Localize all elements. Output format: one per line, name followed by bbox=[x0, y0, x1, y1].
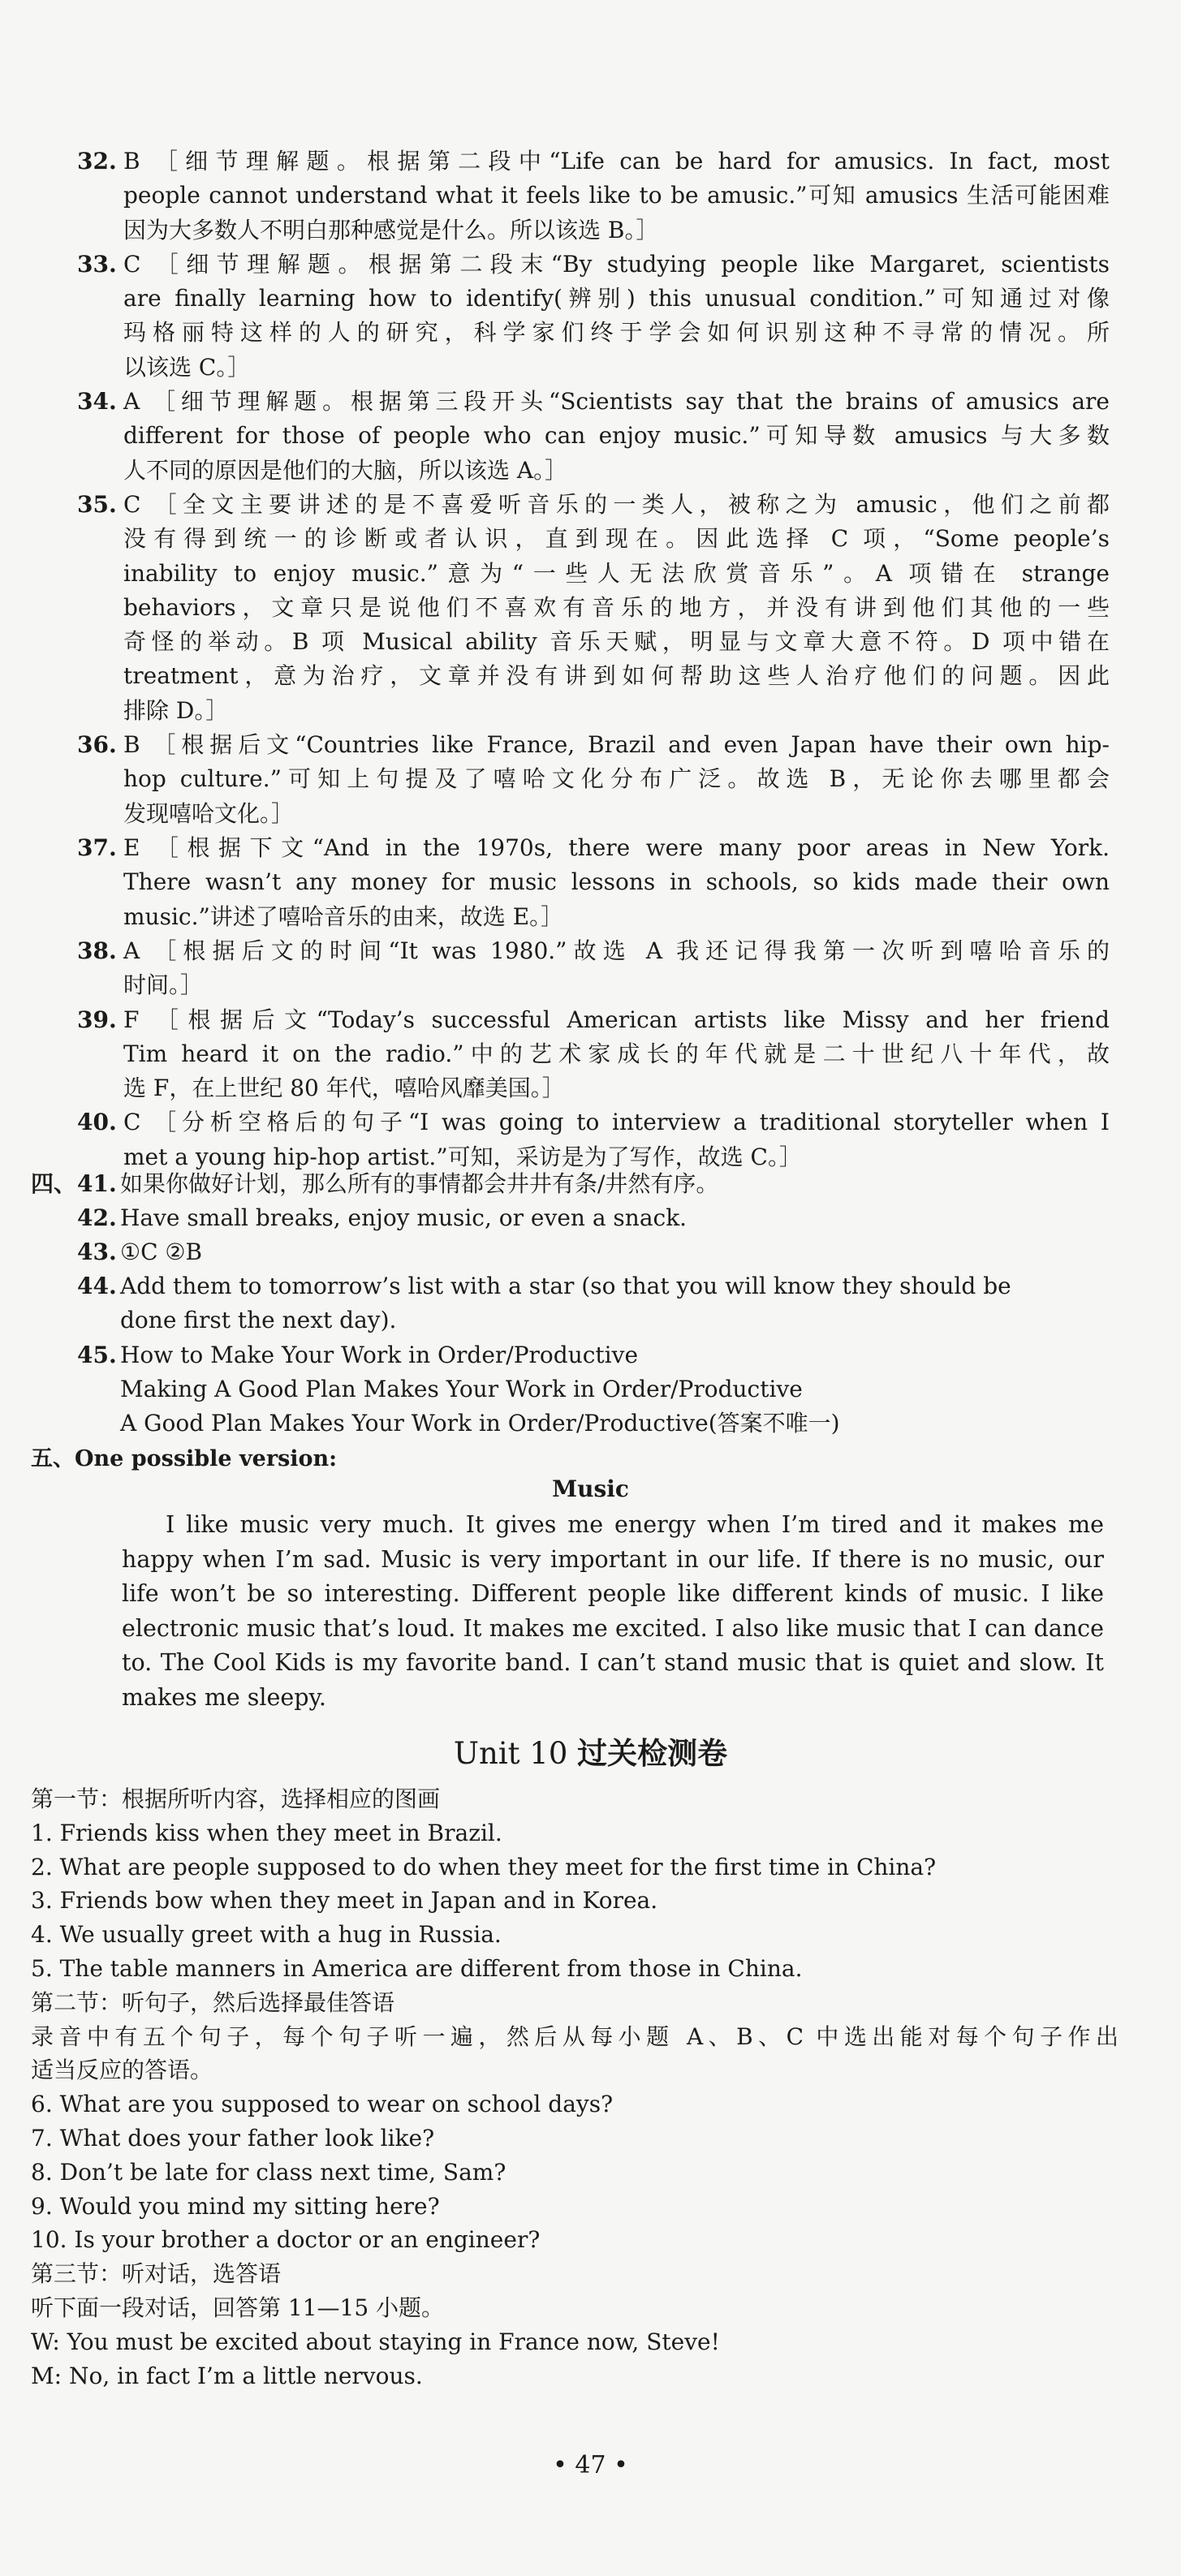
transcript-line: 1. Friends kiss when they meet in Brazil. bbox=[31, 1819, 502, 1846]
unit-title bbox=[0, 1729, 1181, 1773]
part4-label: 四、 bbox=[31, 1170, 77, 1197]
question-number: 33. bbox=[77, 250, 117, 278]
answer-text bbox=[123, 934, 1110, 1003]
answer-line: done first the next day). bbox=[120, 1307, 397, 1334]
answer-text bbox=[123, 831, 1110, 934]
answer-line: 玛格丽特这样的人的研究，科学家们终于学会如何识别这种不寻常的情况。所 bbox=[123, 319, 1110, 347]
transcript-line: 第一节：根据所听内容，选择相应的图画 bbox=[31, 1786, 441, 1812]
answer-line: 时间。］ bbox=[123, 971, 204, 999]
essay-title: Music bbox=[552, 1475, 629, 1502]
essay-line: electronic music that’s loud. It makes me excited. I also like music that I can dance bbox=[122, 1614, 1104, 1642]
answer-line: are finally learning how to identify(辨别) this unusual condition.”可知通过对像 bbox=[123, 285, 1110, 312]
question-number: 43. bbox=[77, 1238, 117, 1266]
transcript-line: 第三节：听对话，选答语 bbox=[31, 2260, 282, 2288]
transcript-line: 3. Friends bow when they meet in Japan and in Korea. bbox=[31, 1887, 658, 1915]
question-number: 36. bbox=[77, 731, 117, 759]
answer-line: Tim heard it on the radio.”中的艺术家成长的年代就是二十世纪八十年代，故 bbox=[123, 1040, 1110, 1067]
transcript-line: 录音中有五个句子，每个句子听一遍，然后从每小题 A、B、C 中选出能对每个句子作出 bbox=[31, 2022, 1119, 2050]
answer-line: Have small breaks, enjoy music, or even a snack. bbox=[120, 1204, 687, 1232]
part5-label: 五、One possible version: bbox=[31, 1446, 338, 1471]
answer-text bbox=[120, 1269, 1106, 1338]
answer-line: 奇怪的举动。B 项 Musical ability 音乐天赋，明显与文章大意不符。D 项中错在 bbox=[123, 628, 1110, 656]
answer-line: people cannot understand what it feels like to be amusic.”可知 amusics 生活可能困难 bbox=[123, 182, 1110, 209]
answer-line: Making A Good Plan Makes Your Work in Order/Productive bbox=[120, 1375, 803, 1402]
answer-line: C ［全文主要讲述的是不喜爱听音乐的一类人，被称之为 amusic，他们之前都 bbox=[123, 491, 1110, 518]
essay-line: happy when I’m sad. Music is very important in our life. If there is no music, our bbox=[122, 1545, 1104, 1573]
answer-line: inability to enjoy music.”意为“一些人无法欣赏音乐”。A 项错在 strange bbox=[123, 559, 1110, 587]
answer-line: 排除 D。］ bbox=[123, 696, 229, 724]
answer-text bbox=[123, 728, 1110, 831]
answer-line: 如果你做好计划，那么所有的事情都会井井有条/井然有序。 bbox=[120, 1170, 719, 1197]
answer-line: 以该选 C。］ bbox=[123, 353, 251, 381]
answer-text bbox=[120, 1235, 1106, 1269]
listening-transcript bbox=[31, 1782, 1119, 2393]
transcript-line: 适当反应的答语。 bbox=[31, 2057, 213, 2084]
transcript-line: 2. What are people supposed to do when they meet for the first time in China? bbox=[31, 1853, 937, 1880]
answer-line: A ［根据后文的时间“It was 1980.”故选 A 我还记得我第一次听到嘻哈音乐的 bbox=[123, 937, 1110, 964]
answer-text bbox=[123, 1105, 1110, 1174]
transcript-line: 第二节：听句子，然后选择最佳答语 bbox=[31, 1988, 395, 2016]
answer-line: B ［根据后文“Countries like France, Brazil and even Japan have their own hip- bbox=[123, 731, 1110, 759]
essay-line: makes me sleepy. bbox=[122, 1683, 326, 1711]
transcript-line: 听下面一段对话，回答第 11—15 小题。 bbox=[31, 2294, 445, 2321]
question-number: 38. bbox=[77, 937, 117, 964]
answer-text bbox=[123, 488, 1110, 728]
transcript-line: 6. What are you supposed to wear on school days? bbox=[31, 2091, 614, 2118]
unit-title-cn: 过关检测卷 bbox=[577, 1735, 728, 1771]
transcript-line: W: You must be excited about staying in France now, Steve! bbox=[31, 2328, 720, 2355]
question-number: 42. bbox=[77, 1204, 117, 1232]
answer-line: treatment，意为治疗，文章并没有讲到如何帮助这些人治疗他们的问题。因此 bbox=[123, 662, 1110, 690]
answer-text bbox=[123, 385, 1110, 488]
question-number: 34. bbox=[77, 388, 117, 416]
answer-line: 没有得到统一的诊断或者认识，直到现在。因此选择 C 项，“Some people’s bbox=[123, 525, 1110, 553]
answer-line: B ［细节理解题。根据第二段中“Life can be hard for amusics. In fact, most bbox=[123, 148, 1110, 174]
answer-line: How to Make Your Work in Order/Productive bbox=[120, 1341, 639, 1368]
answer-line: A Good Plan Makes Your Work in Order/Productive(答案不唯一) bbox=[120, 1409, 840, 1437]
answer-line: hop culture.”可知上句提及了嘻哈文化分布广泛。故选 B，无论你去哪里都会 bbox=[123, 765, 1110, 793]
answer-line: F ［根据后文“Today’s successful American artists like Missy and her friend bbox=[123, 1006, 1110, 1033]
answer-line: met a young hip-hop artist.”可知，采访是为了写作，故选 C。］ bbox=[123, 1143, 802, 1170]
answer-line: 发现嘻哈文化。］ bbox=[123, 799, 295, 827]
transcript-line: M: No, in fact I’m a little nervous. bbox=[31, 2362, 423, 2389]
question-number: 40. bbox=[77, 1109, 117, 1136]
transcript-line: 10. Is your brother a doctor or an engineer? bbox=[31, 2226, 541, 2254]
answer-line: different for those of people who can enjoy music.”可知导数 amusics 与大多数 bbox=[123, 422, 1110, 450]
answer-line: 人不同的原因是他们的大脑，所以该选 A。］ bbox=[123, 456, 568, 484]
question-number: 37. bbox=[77, 834, 117, 861]
answer-line: C ［分析空格后的句子“I was going to interview a traditional storyteller when I bbox=[123, 1109, 1110, 1136]
answer-line: E ［根据下文“And in the 1970s, there were many poor areas in New York. bbox=[123, 834, 1110, 861]
essay-line: to. The Cool Kids is my favorite band. I can’t stand music that is quiet and slow. It bbox=[122, 1649, 1104, 1676]
answer-text bbox=[123, 144, 1110, 248]
answer-line: 因为大多数人不明白那种感觉是什么。所以该选 B。］ bbox=[123, 216, 659, 243]
answer-line: behaviors，文章只是说他们不喜欢有音乐的地方，并没有讲到他们其他的一些 bbox=[123, 593, 1110, 621]
answer-line: 选 F，在上世纪 80 年代，嘻哈风靡美国。］ bbox=[123, 1075, 565, 1102]
transcript-line: 9. Would you mind my sitting here? bbox=[31, 2192, 440, 2220]
answer-text bbox=[123, 248, 1110, 385]
answer-line: A ［细节理解题。根据第三段开头“Scientists say that the brains of amusics are bbox=[123, 388, 1110, 416]
transcript-line: 5. The table manners in America are different from those in China. bbox=[31, 1954, 803, 1982]
answer-line: music.”讲述了嘻哈音乐的由来，故选 E。］ bbox=[123, 902, 564, 930]
essay-line: life won’t be so interesting. Different people like different kinds of music. I like bbox=[122, 1580, 1104, 1607]
answer-line: There wasn’t any money for music lessons in schools, so kids made their own bbox=[123, 868, 1110, 896]
answer-line: Add them to tomorrow’s list with a star (so that you will know they should be bbox=[120, 1273, 1011, 1300]
answer-text bbox=[120, 1201, 1106, 1235]
transcript-line: 4. We usually greet with a hug in Russia. bbox=[31, 1921, 502, 1949]
page-number: • 47 • bbox=[553, 2451, 628, 2479]
answer-text bbox=[120, 1167, 1106, 1201]
unit-title-en: Unit 10 bbox=[453, 1736, 578, 1771]
answer-line: C ［细节理解题。根据第二段末“By studying people like Margaret, scientists bbox=[123, 250, 1110, 278]
answer-line: ①C ②B bbox=[120, 1238, 203, 1266]
question-number: 35. bbox=[77, 491, 117, 518]
question-number: 39. bbox=[77, 1006, 117, 1033]
question-number: 45. bbox=[77, 1341, 117, 1368]
question-number: 41. bbox=[77, 1170, 117, 1197]
question-number: 44. bbox=[77, 1273, 117, 1300]
question-number: 32. bbox=[77, 148, 117, 174]
model-essay bbox=[122, 1508, 1104, 1715]
answer-text bbox=[120, 1338, 1106, 1441]
essay-line: I like music very much. It gives me energy when I’m tired and it makes me bbox=[166, 1511, 1104, 1538]
answer-text bbox=[123, 1003, 1110, 1106]
transcript-line: 7. What does your father look like? bbox=[31, 2124, 435, 2152]
transcript-line: 8. Don’t be late for class next time, Sam? bbox=[31, 2158, 506, 2186]
